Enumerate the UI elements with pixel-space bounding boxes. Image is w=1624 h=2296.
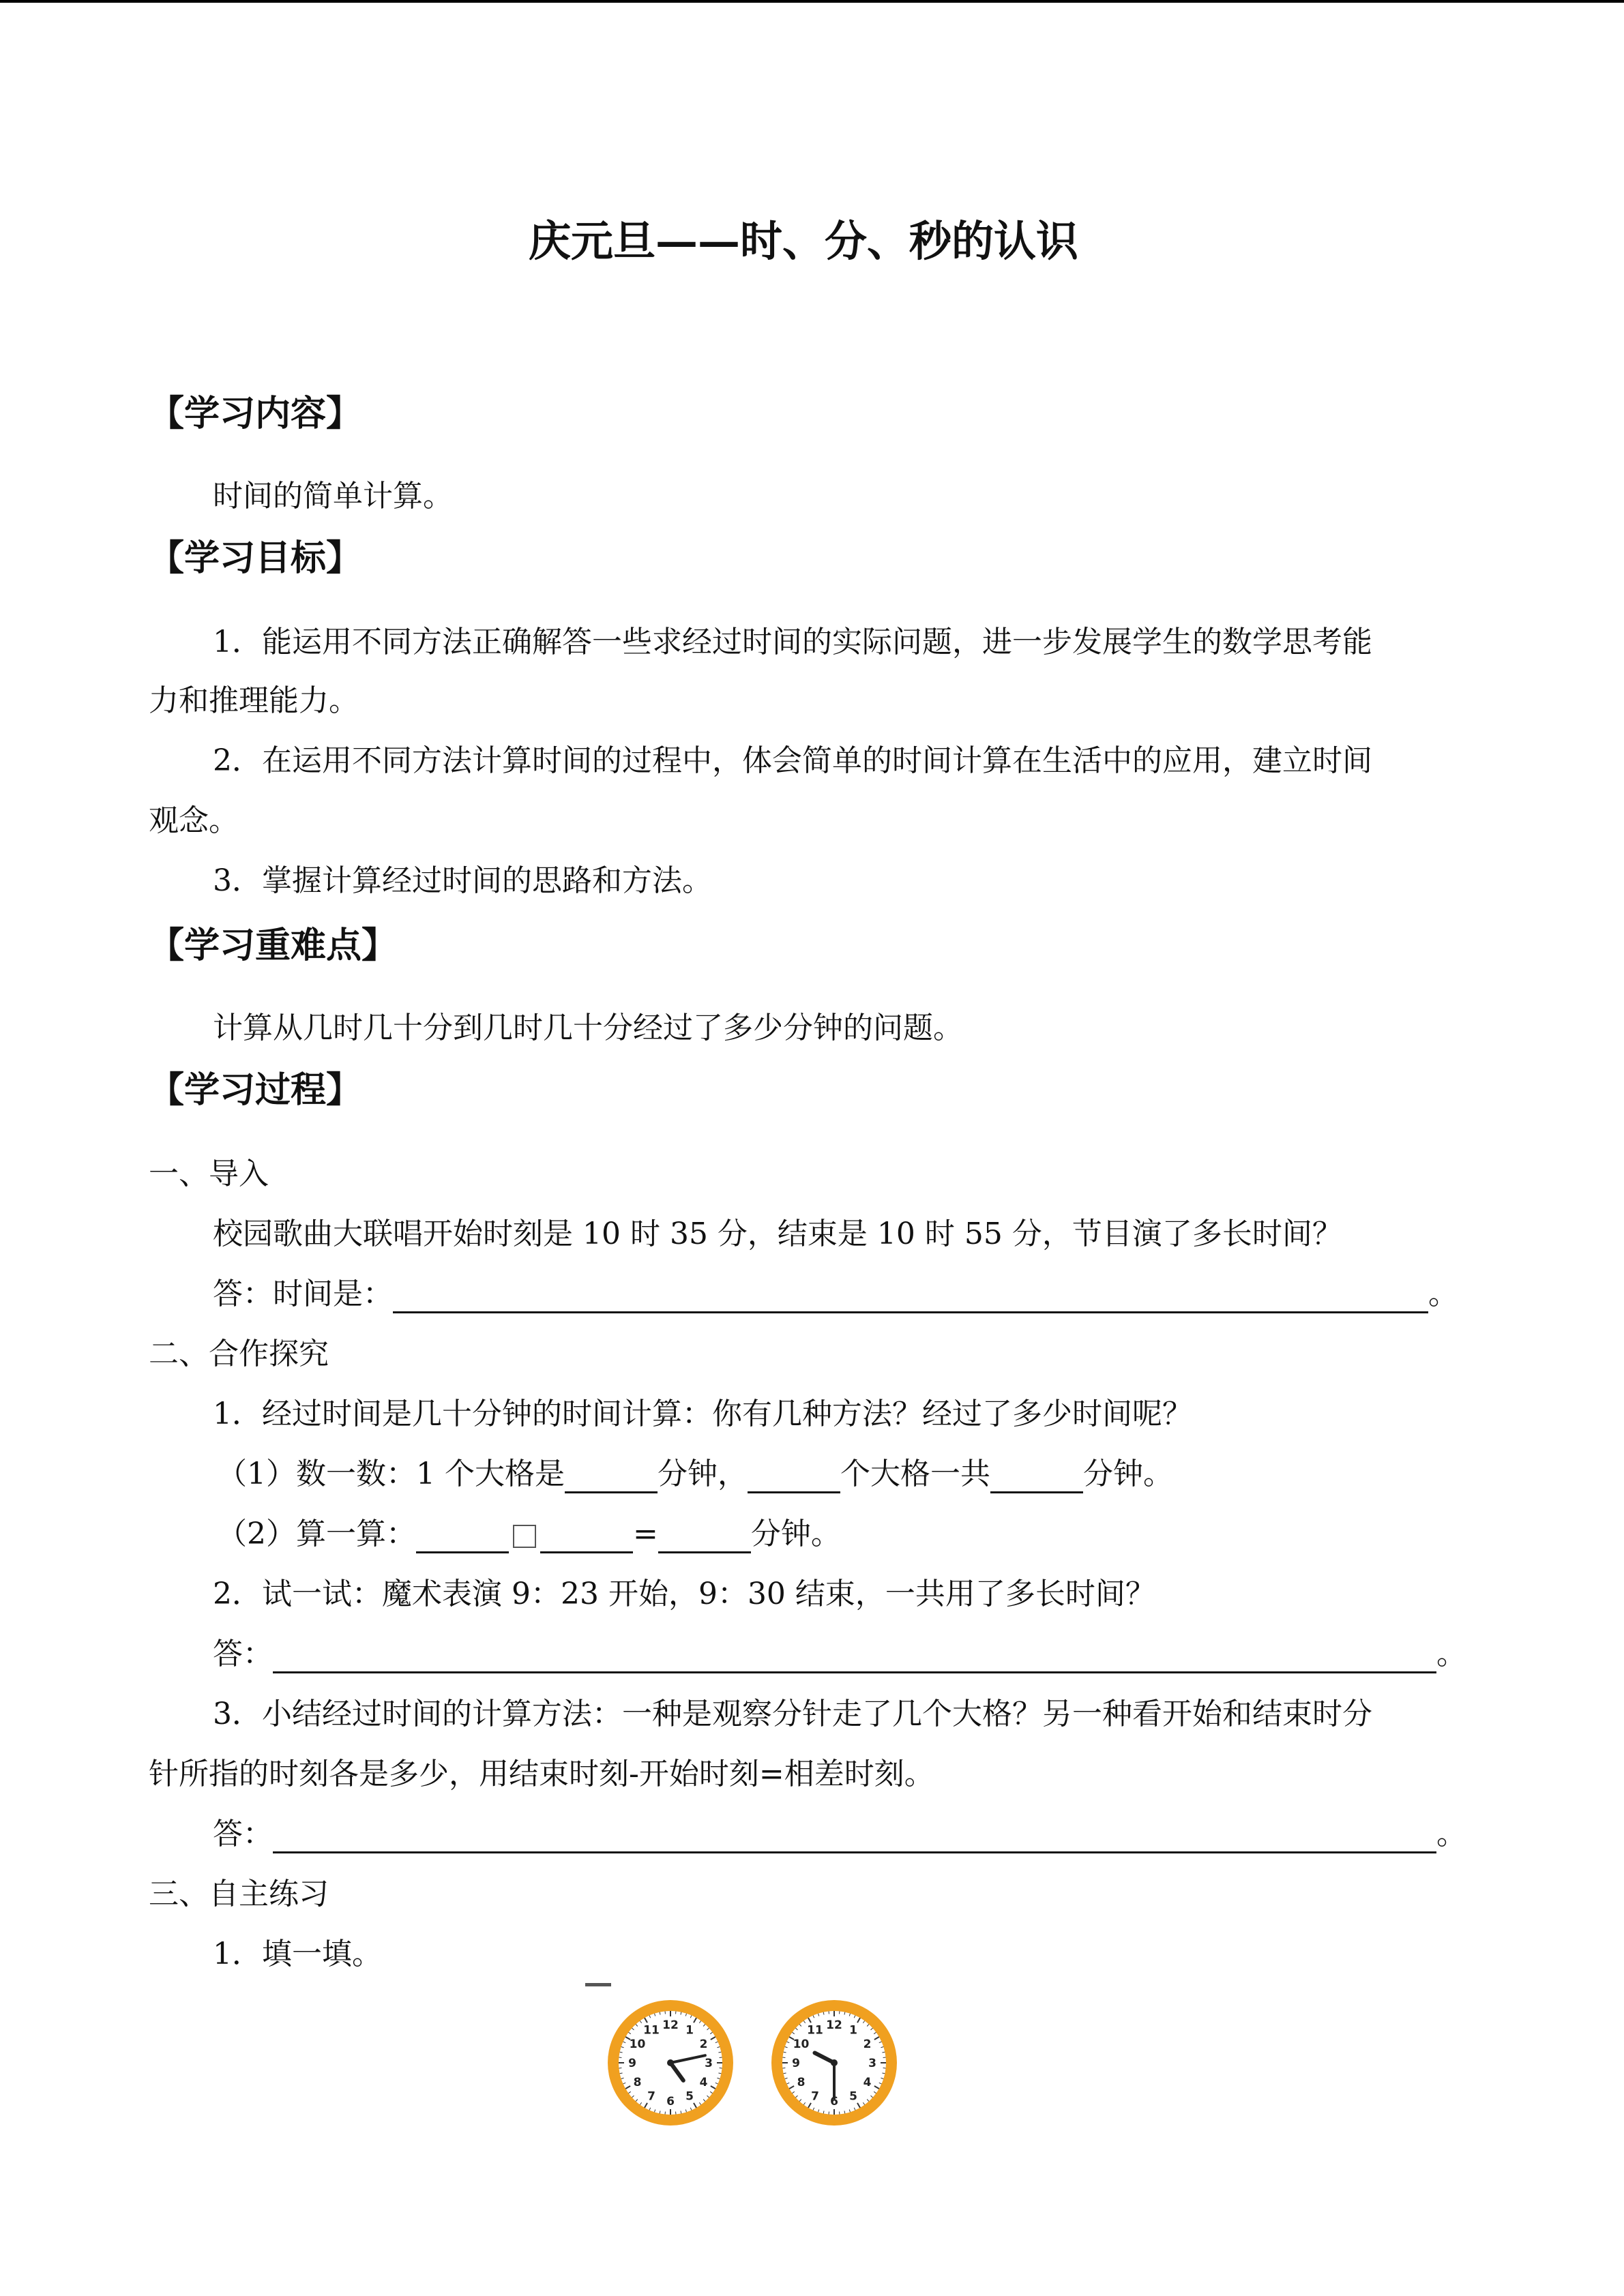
count-mid-1: 分钟， xyxy=(657,1457,748,1491)
content-text: 时间的简单计算。 xyxy=(213,479,453,513)
intro-question: 校园歌曲大联唱开始时刻是 10 时 35 分，结束是 10 时 55 分，节目演了多长时间？ xyxy=(213,1217,1342,1251)
explore-question-3-line-2: 针所指的时刻各是多少，用结束时刻-开始时刻=相差时刻。 xyxy=(149,1757,934,1791)
clock-2-number: 9 xyxy=(792,2057,800,2070)
intro-answer-row xyxy=(213,1275,1458,1313)
section-heading-key-points: 【学习重难点】 xyxy=(149,925,398,966)
clock-1-number: 2 xyxy=(699,2038,708,2051)
calc-suffix: 分钟。 xyxy=(750,1517,841,1551)
clock-1-number: 12 xyxy=(662,2018,679,2032)
section-heading-process: 【学习过程】 xyxy=(149,1070,362,1111)
clock-1-number: 1 xyxy=(685,2023,694,2038)
calc-blank-2[interactable] xyxy=(540,1520,633,1553)
clock-1-number: 6 xyxy=(666,2095,675,2108)
explore-label: 二、合作探究 xyxy=(149,1337,329,1371)
count-suffix: 分钟。 xyxy=(1082,1457,1173,1491)
clock-1 xyxy=(606,1998,735,2128)
clock-2-number: 11 xyxy=(807,2023,823,2038)
calc-row xyxy=(217,1515,841,1553)
clock-2-number: 12 xyxy=(826,2018,842,2032)
calc-blank-1[interactable] xyxy=(416,1520,509,1553)
goal-2-line-1: 2．在运用不同方法计算时间的过程中，体会简单的时间计算在生活中的应用，建立时间 xyxy=(213,743,1372,778)
clock-1-number: 10 xyxy=(629,2038,646,2051)
practice-label: 三、自主练习 xyxy=(149,1877,329,1911)
clock-1-number: 8 xyxy=(633,2076,642,2089)
clock-2-number: 1 xyxy=(849,2023,857,2038)
clock-2-number: 4 xyxy=(863,2076,872,2089)
count-mid-2: 个大格一共 xyxy=(840,1457,990,1491)
clock-1-face xyxy=(606,1998,735,2128)
count-blank-2[interactable] xyxy=(748,1460,840,1493)
clock-1-number: 3 xyxy=(705,2057,713,2070)
goal-1-line-2: 力和推理能力。 xyxy=(149,683,359,718)
clock-1-number: 5 xyxy=(685,2089,694,2104)
period: 。 xyxy=(1436,1637,1466,1671)
clock-2-number: 10 xyxy=(793,2038,810,2051)
explore-question-1: 1．经过时间是几十分钟的时间计算：你有几种方法？经过了多少时间呢？ xyxy=(213,1397,1192,1431)
goal-1-line-1: 1．能运用不同方法正确解答一些求经过时间的实际问题，进一步发展学生的数学思考能 xyxy=(213,625,1372,659)
answer-prefix: 答： xyxy=(213,1817,273,1851)
clock-1-number: 11 xyxy=(643,2023,660,2038)
goal-2-line-2: 观念。 xyxy=(149,803,239,838)
count-blank-3[interactable] xyxy=(990,1460,1083,1493)
answer-blank[interactable] xyxy=(273,1820,1436,1853)
section-heading-content: 【学习内容】 xyxy=(149,393,362,434)
answer-row-2 xyxy=(213,1635,1466,1673)
goal-3: 3．掌握计算经过时间的思路和方法。 xyxy=(213,863,712,898)
clock-2-number: 8 xyxy=(797,2076,806,2089)
calc-equals: = xyxy=(633,1517,658,1551)
key-points-text: 计算从几时几十分到几时几十分经过了多少分钟的问题。 xyxy=(213,1011,963,1045)
clock-2-number: 5 xyxy=(849,2089,857,2104)
calc-prefix: （2）算一算： xyxy=(217,1517,416,1551)
clock-1-number: 9 xyxy=(628,2057,636,2070)
clock-2 xyxy=(769,1998,899,2128)
clock-2-pivot xyxy=(831,2059,838,2066)
top-border xyxy=(0,0,1624,3)
clock-2-number: 2 xyxy=(863,2038,872,2051)
clock-1-number: 4 xyxy=(699,2076,708,2089)
answer-blank[interactable] xyxy=(273,1640,1436,1673)
intro-label: 一、导入 xyxy=(149,1157,269,1191)
clock-2-number: 3 xyxy=(868,2057,876,2070)
clock-2-number: 6 xyxy=(830,2095,838,2108)
count-blank-1[interactable] xyxy=(565,1460,658,1493)
operator-box[interactable] xyxy=(513,1525,536,1548)
dash-mark xyxy=(585,1983,611,1986)
period: 。 xyxy=(1428,1277,1458,1311)
answer-prefix: 答： xyxy=(213,1637,273,1671)
explore-question-3-line-1: 3．小结经过时间的计算方法：一种是观察分针走了几个大格？另一种看开始和结束时分 xyxy=(213,1697,1372,1731)
clock-1-number: 7 xyxy=(647,2089,655,2104)
count-row xyxy=(217,1455,1173,1493)
clock-2-number: 7 xyxy=(811,2089,819,2104)
section-heading-goals: 【学习目标】 xyxy=(149,538,362,579)
clock-2-face xyxy=(769,1998,899,2128)
clock-1-pivot xyxy=(667,2059,674,2066)
explore-question-2: 2．试一试：魔术表演 9：23 开始，9：30 结束，一共用了多长时间？ xyxy=(213,1577,1155,1611)
answer-row-3 xyxy=(213,1815,1466,1853)
answer-blank[interactable] xyxy=(393,1280,1428,1313)
page-title: 庆元旦——时、分、秒的认识 xyxy=(529,216,1079,266)
answer-prefix: 答：时间是： xyxy=(213,1277,393,1311)
practice-question-1: 1．填一填。 xyxy=(213,1937,382,1971)
calc-blank-3[interactable] xyxy=(658,1520,751,1553)
count-prefix: （1）数一数：1 个大格是 xyxy=(217,1457,565,1491)
period: 。 xyxy=(1436,1817,1466,1851)
